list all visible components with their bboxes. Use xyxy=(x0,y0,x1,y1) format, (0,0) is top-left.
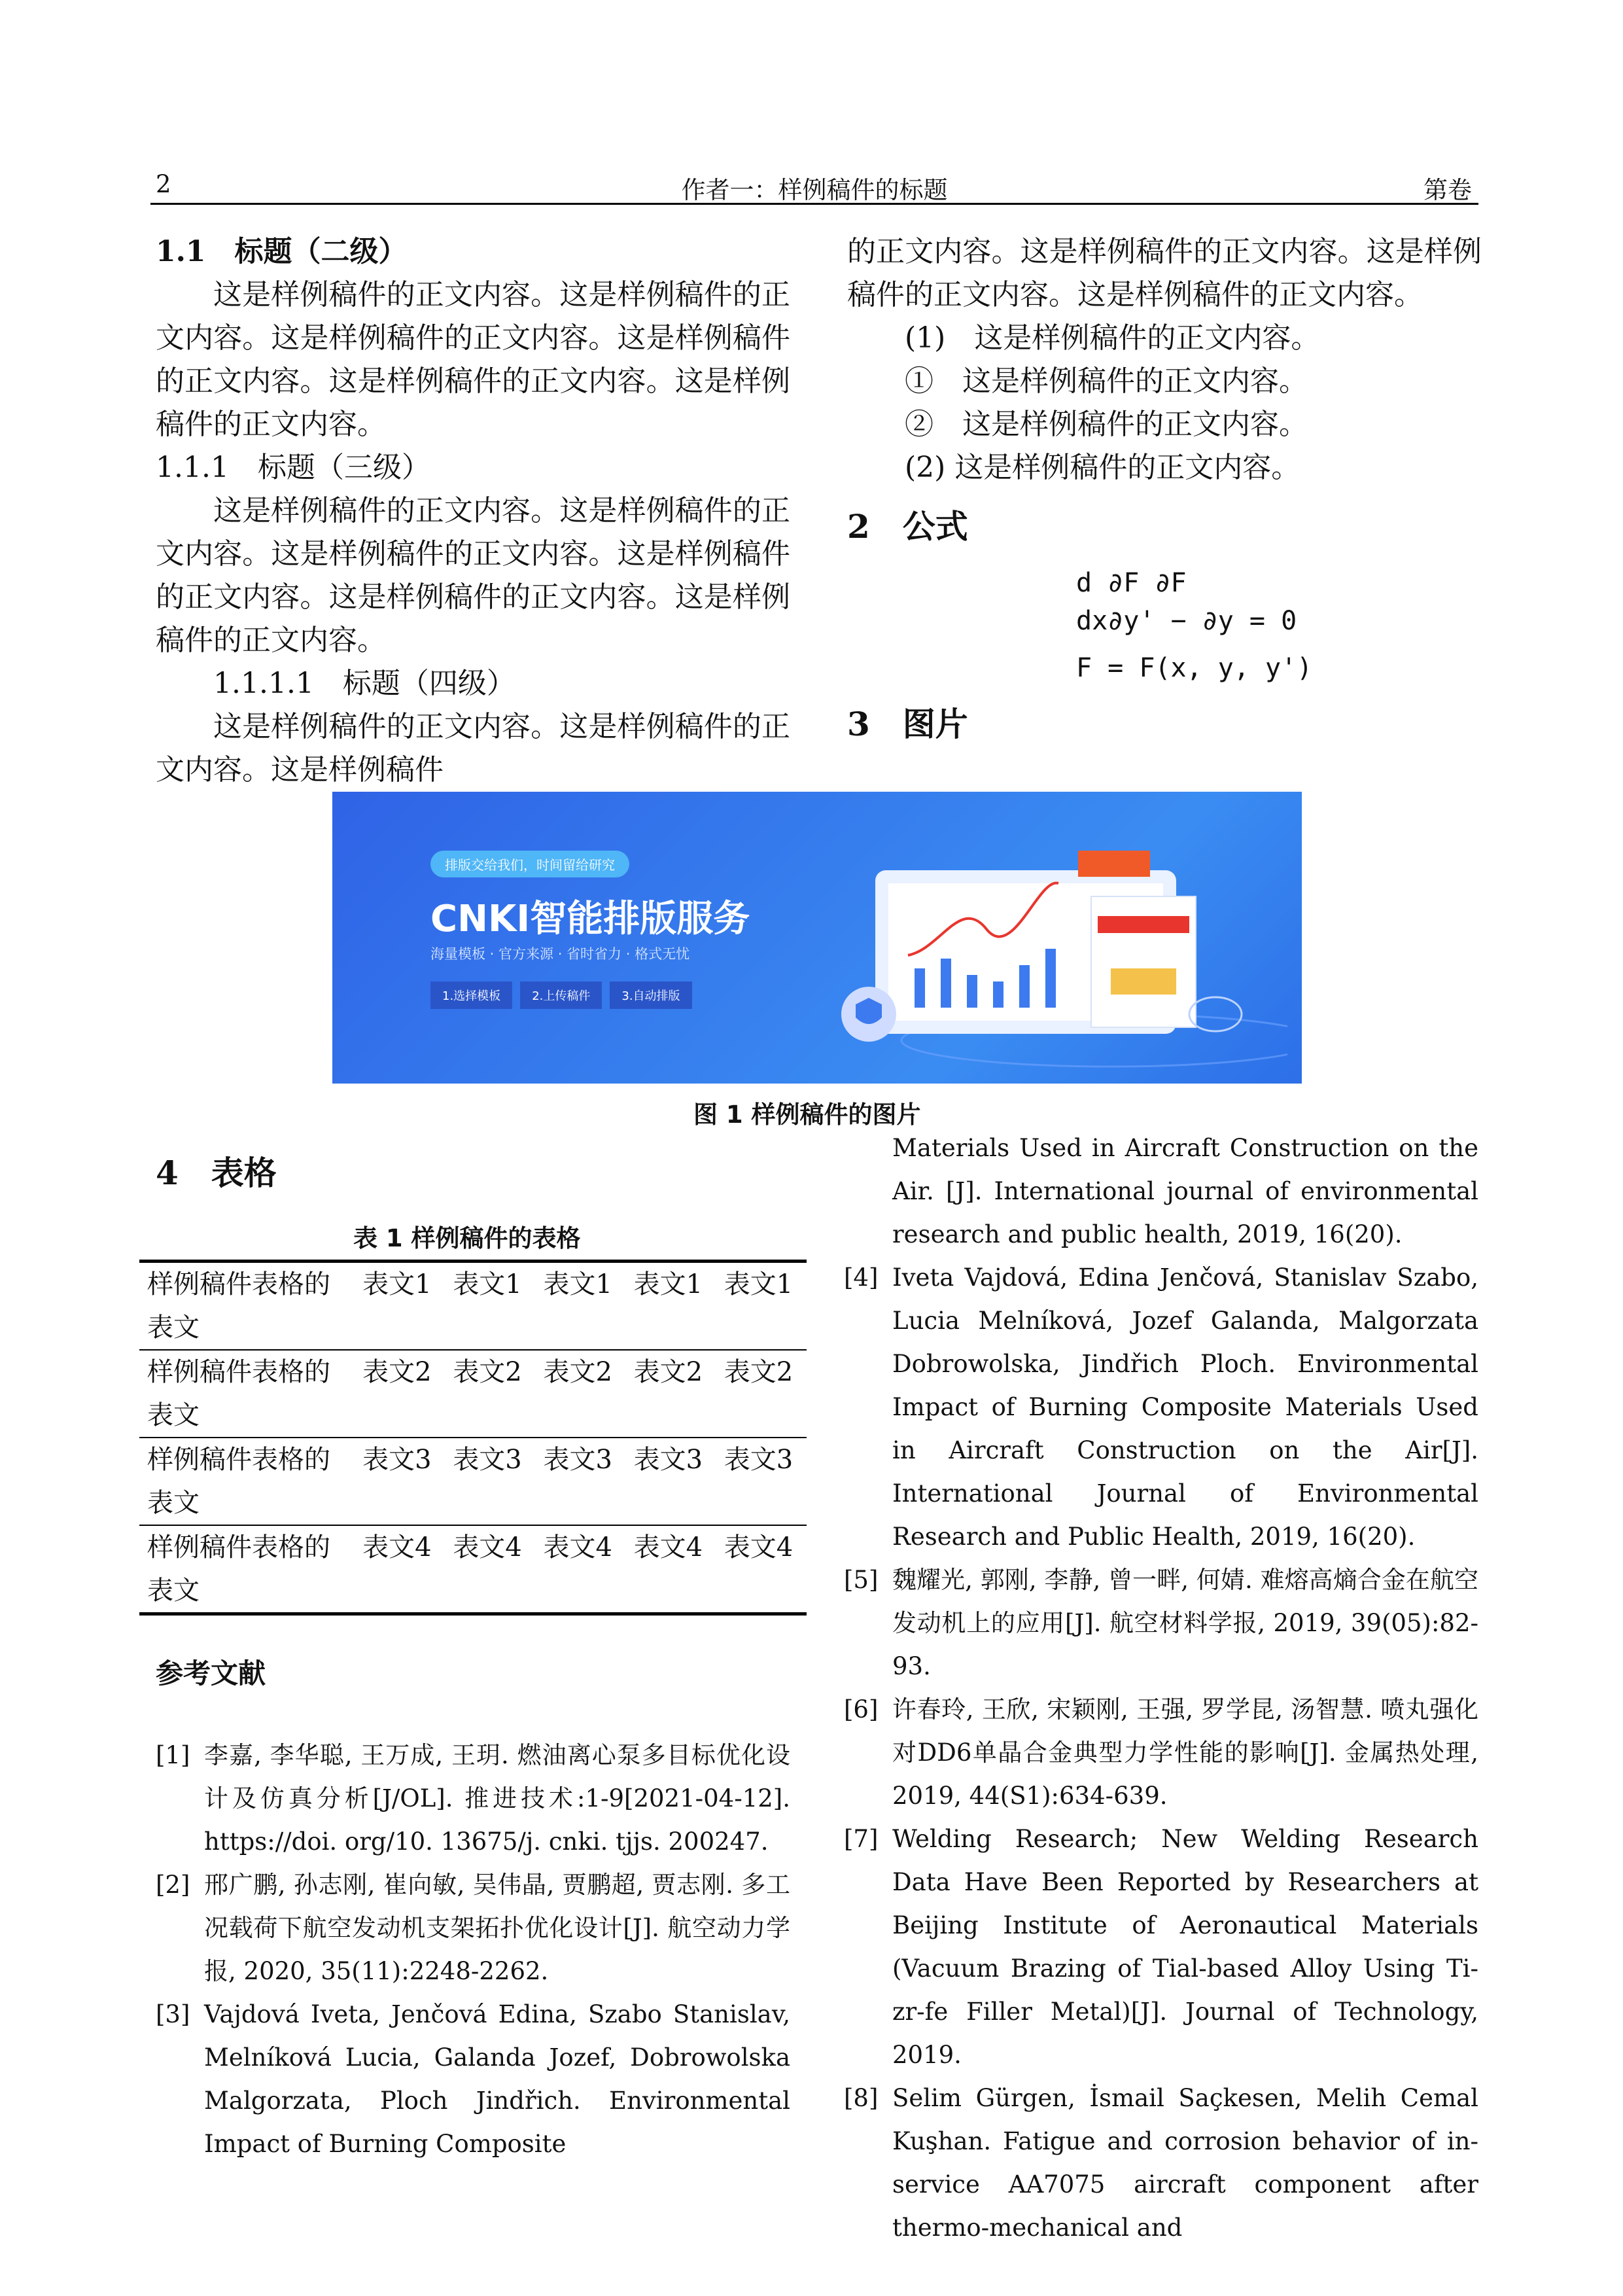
table-cell: 表文2 xyxy=(445,1350,535,1438)
running-title: 作者一：样例稿件的标题 xyxy=(681,176,948,204)
equation-2: F = F(x, y, y') xyxy=(1076,653,1313,683)
table-cell: 表文4 xyxy=(535,1525,625,1614)
figure-banner xyxy=(332,792,1302,1084)
list-item: (1) 这是样例稿件的正文内容。 xyxy=(905,321,1320,355)
paragraph: 这是样例稿件的正文内容。这是样例稿件的正文内容。这是样例稿件的正文内容。这是样例稿件的正文内容。这是样例稿件的正文内容。这是样例稿件的正文内容。 xyxy=(156,494,790,657)
references-left xyxy=(156,1734,790,2166)
equation-1-top: d ∂F ∂F xyxy=(1076,568,1187,598)
table-row xyxy=(139,1525,807,1614)
data-table xyxy=(139,1260,807,1616)
table-cell: 表文4 xyxy=(445,1525,535,1614)
list-item: ① 这是样例稿件的正文内容。 xyxy=(905,364,1308,398)
table-cell: 表文4 xyxy=(716,1525,807,1614)
table-cell: 表文1 xyxy=(626,1262,716,1351)
heading-1-1-1-1: 1.1.1.1 标题（四级） xyxy=(213,667,515,700)
table-cell: 表文2 xyxy=(535,1350,625,1438)
table-cell: 表文3 xyxy=(626,1438,716,1525)
table-cell: 表文3 xyxy=(445,1438,535,1525)
table-cell: 表文4 xyxy=(626,1525,716,1614)
equation-1 xyxy=(1076,564,1482,640)
heading-2-formula: 2 公式 xyxy=(847,507,968,546)
list-item: (2) 这是样例稿件的正文内容。 xyxy=(905,451,1300,484)
references-title: 参考文献 xyxy=(156,1657,266,1689)
heading-4-table: 4 表格 xyxy=(156,1154,277,1192)
banner-step: 1.选择模板 xyxy=(430,981,512,1009)
table-cell: 表文2 xyxy=(716,1350,807,1438)
reference-continued: Materials Used in Aircraft Construction on the Air. [J]. International journal of environmental research and public health, 2019, 16(20). xyxy=(892,1134,1478,1248)
table-cell: 样例稿件表格的表文 xyxy=(139,1438,355,1525)
right-column xyxy=(847,230,1482,746)
reference-item: [4] Iveta Vajdová, Edina Jenčová, Stanislav Szabo, Lucia Melníková, Jozef Galanda, Malgorzata Dobrowolska, Jindřich Ploch. Environmental Impact of Burning Composite Materials Used in Aircraft Construction on the Air[J]. International Journal of Environmental Research and Public Health, 2019, 16(20). xyxy=(844,1263,1478,1551)
reference-item: [1] 李嘉, 李华聪, 王万成, 王玥. 燃油离心泵多目标优化设计及仿真分析[J/OL]. 推进技术:1-9[2021-04-12]. https://doi. org/10. 13675/j. cnki. tjjs. 200247. xyxy=(156,1741,790,1856)
paragraph: 这是样例稿件的正文内容。这是样例稿件的正文内容。这是样例稿件的正文内容。这是样例稿件的正文内容。这是样例稿件的正文内容。这是样例稿件的正文内容。 xyxy=(156,278,790,441)
left-column xyxy=(156,230,790,792)
table-cell: 表文1 xyxy=(716,1262,807,1351)
table-cell: 表文2 xyxy=(626,1350,716,1438)
banner-sub: 海量模板 · 官方来源 · 省时省力 · 格式无忧 xyxy=(430,946,690,962)
table-cell: 表文3 xyxy=(535,1438,625,1525)
table-cell: 表文4 xyxy=(355,1525,445,1614)
table-caption: 表 1 样例稿件的表格 xyxy=(353,1224,581,1252)
page-header xyxy=(150,169,1478,205)
equation-1-bottom: dx∂y' − ∂y = 0 xyxy=(1076,606,1297,636)
table-row xyxy=(139,1350,807,1438)
heading-3-figure: 3 图片 xyxy=(847,705,968,743)
table-cell: 样例稿件表格的表文 xyxy=(139,1350,355,1438)
table-cell: 表文1 xyxy=(355,1262,445,1351)
list-item: ② 这是样例稿件的正文内容。 xyxy=(905,408,1308,441)
table-cell: 表文2 xyxy=(355,1350,445,1438)
reference-item: [2] 邢广鹏, 孙志刚, 崔向敏, 吴伟晶, 贾鹏超, 贾志刚. 多工况载荷下航空发动机支架拓扑优化设计[J]. 航空动力学报, 2020, 35(11):2248-2262. xyxy=(156,1871,790,1985)
banner-step: 3.自动排版 xyxy=(610,981,691,1009)
table-cell: 表文1 xyxy=(535,1262,625,1351)
reference-item: [5] 魏耀光, 郭刚, 李静, 曾一畔, 何婧. 难熔高熵合金在航空发动机上的应用[J]. 航空材料学报, 2019, 39(05):82-93. xyxy=(844,1566,1478,1680)
banner-illustration xyxy=(829,818,1287,1080)
paragraph: 这是样例稿件的正文内容。这是样例稿件的正文内容。这是样例稿件 xyxy=(156,710,790,786)
reference-item: [8] Selim Gürgen, İsmail Saçkesen, Melih Cemal Kuşhan. Fatigue and corrosion behavior of in-service AA7075 aircraft component after thermo-mechanical and xyxy=(844,2084,1478,2242)
table-cell: 样例稿件表格的表文 xyxy=(139,1262,355,1351)
table-cell: 表文3 xyxy=(716,1438,807,1525)
table-cell: 表文3 xyxy=(355,1438,445,1525)
banner-step: 2.上传稿件 xyxy=(520,981,602,1009)
references-right xyxy=(844,1127,1478,2250)
heading-1-1-1: 1.1.1 标题（三级） xyxy=(156,451,430,484)
paragraph-continued: 的正文内容。这是样例稿件的正文内容。这是样例稿件的正文内容。这是样例稿件的正文内容。 xyxy=(847,235,1482,311)
banner-tag: 排版交给我们，时间留给研究 xyxy=(430,851,629,877)
heading-1-1: 1.1 标题（二级） xyxy=(156,235,408,268)
table-cell: 表文1 xyxy=(445,1262,535,1351)
reference-item: [7] Welding Research; New Welding Research Data Have Been Reported by Researchers at Beijing Institute of Aeronautical Materials (Vacuum Brazing of Tial-based Alloy Using Ti-zr-fe Filler Metal)[J]. Journal of Technology, 2019. xyxy=(844,1825,1478,2069)
reference-item: [6] 许春玲, 王欣, 宋颖刚, 王强, 罗学昆, 汤智慧. 喷丸强化对DD6单晶合金典型力学性能的影响[J]. 金属热处理, 2019, 44(S1):634-639. xyxy=(844,1695,1478,1810)
volume-label: 第卷 xyxy=(1423,176,1472,204)
table-row xyxy=(139,1438,807,1525)
banner-brand: CNKI智能排版服务 xyxy=(430,898,750,940)
page-number: 2 xyxy=(156,170,171,198)
reference-item: [3] Vajdová Iveta, Jenčová Edina, Szabo Stanislav, Melníková Lucia, Galanda Jozef, Dobrowolska Malgorzata, Ploch Jindřich. Environmental Impact of Burning Composite xyxy=(156,2000,790,2158)
table-cell: 样例稿件表格的表文 xyxy=(139,1525,355,1614)
figure-caption: 图 1 样例稿件的图片 xyxy=(693,1101,921,1129)
table-row xyxy=(139,1262,807,1351)
